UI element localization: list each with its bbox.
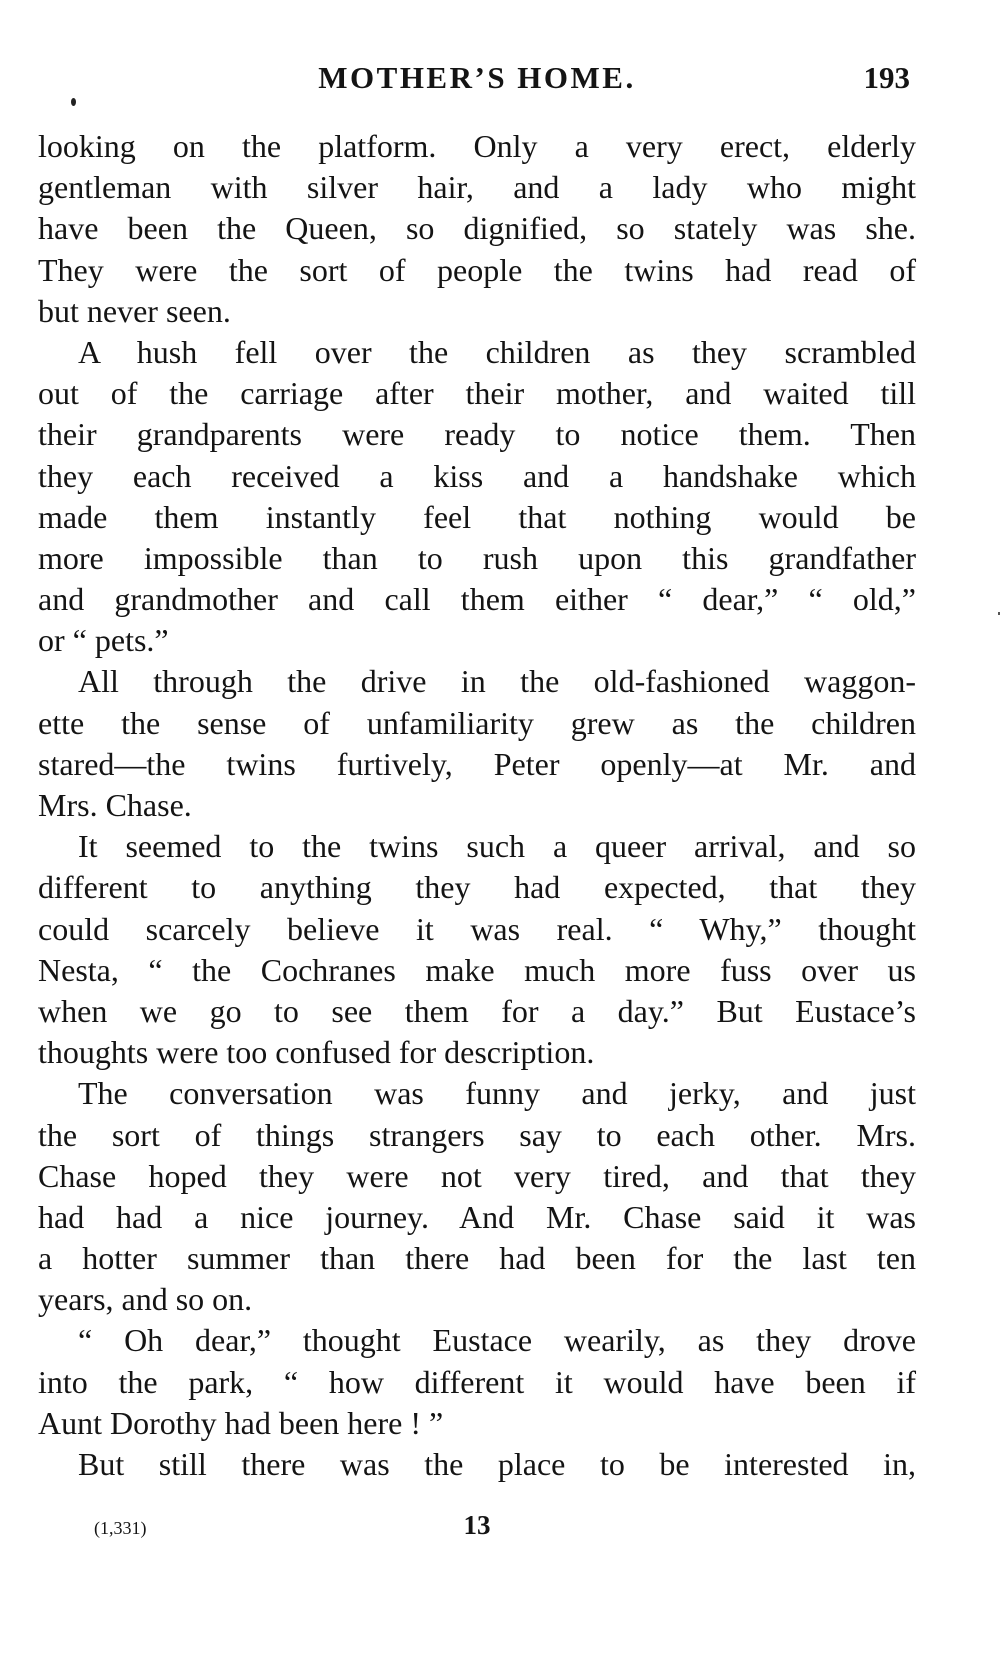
text-line: Chase hoped they were not very tired, and that they bbox=[38, 1157, 916, 1194]
text-line: All through the drive in the old-fashioned waggon- bbox=[78, 663, 916, 700]
text-line: into the park, “ how different it would have been if bbox=[38, 1363, 916, 1400]
text-line: or “ pets.” bbox=[38, 622, 169, 659]
running-title: MOTHER’S HOME. bbox=[318, 60, 636, 95]
text-line: A hush fell over the children as they scrambled bbox=[78, 333, 916, 370]
signature-mark: (1,331) bbox=[94, 1518, 147, 1538]
text-line: different to anything they had expected, that they bbox=[38, 869, 916, 906]
page-footer bbox=[38, 1510, 916, 1550]
text-line: thoughts were too confused for description. bbox=[38, 1034, 595, 1071]
text-line: It seemed to the twins such a queer arrival, and so bbox=[78, 828, 916, 865]
text-line: Mrs. Chase. bbox=[38, 787, 192, 823]
text-line: Nesta, “ the Cochranes make much more fuss over us bbox=[38, 951, 916, 988]
text-line: gentleman with silver hair, and a lady who might bbox=[38, 169, 916, 206]
text-line: years, and so on. bbox=[38, 1281, 253, 1318]
text-line: and grandmother and call them either “ dear,” “ old,” bbox=[38, 581, 916, 618]
text-line: but never seen. bbox=[38, 292, 231, 329]
text-line: they each received a kiss and a handshake which bbox=[38, 457, 916, 494]
text-line: when we go to see them for a day.” But Eustace’s bbox=[38, 992, 916, 1029]
text-line: looking on the platform. Only a very erect, elderly bbox=[38, 128, 916, 164]
text-line: could scarcely believe it was real. “ Why,” thought bbox=[38, 910, 916, 947]
text-line: Aunt Dorothy had been here ! ” bbox=[38, 1404, 444, 1441]
text-line: “ Oh dear,” thought Eustace wearily, as they drove bbox=[78, 1322, 916, 1359]
ink-speck bbox=[71, 98, 76, 106]
text-line: had had a nice journey. And Mr. Chase said it was bbox=[38, 1198, 916, 1235]
text-line: stared—the twins furtively, Peter openly—at Mr. and bbox=[38, 745, 916, 782]
text-line: have been the Queen, so dignified, so stately was she. bbox=[38, 210, 916, 247]
text-line: They were the sort of people the twins had read of bbox=[38, 251, 916, 288]
text-line: more impossible than to rush upon this grandfather bbox=[38, 539, 916, 576]
running-head bbox=[38, 60, 916, 104]
text-line: But still there was the place to be interested in, bbox=[78, 1446, 916, 1482]
text-line: out of the carriage after their mother, and waited till bbox=[38, 375, 916, 412]
text-line: a hotter summer than there had been for the last ten bbox=[38, 1240, 916, 1277]
text-line: made them instantly feel that nothing would be bbox=[38, 498, 916, 535]
text-line: the sort of things strangers say to each other. Mrs. bbox=[38, 1116, 916, 1153]
text-line: ette the sense of unfamiliarity grew as the children bbox=[38, 704, 916, 741]
body-text bbox=[38, 126, 916, 1485]
text-line: their grandparents were ready to notice them. Then bbox=[38, 416, 916, 453]
signature-number: 13 bbox=[463, 1510, 491, 1540]
page-number: 193 bbox=[863, 60, 910, 95]
text-line: The conversation was funny and jerky, and just bbox=[78, 1075, 916, 1112]
